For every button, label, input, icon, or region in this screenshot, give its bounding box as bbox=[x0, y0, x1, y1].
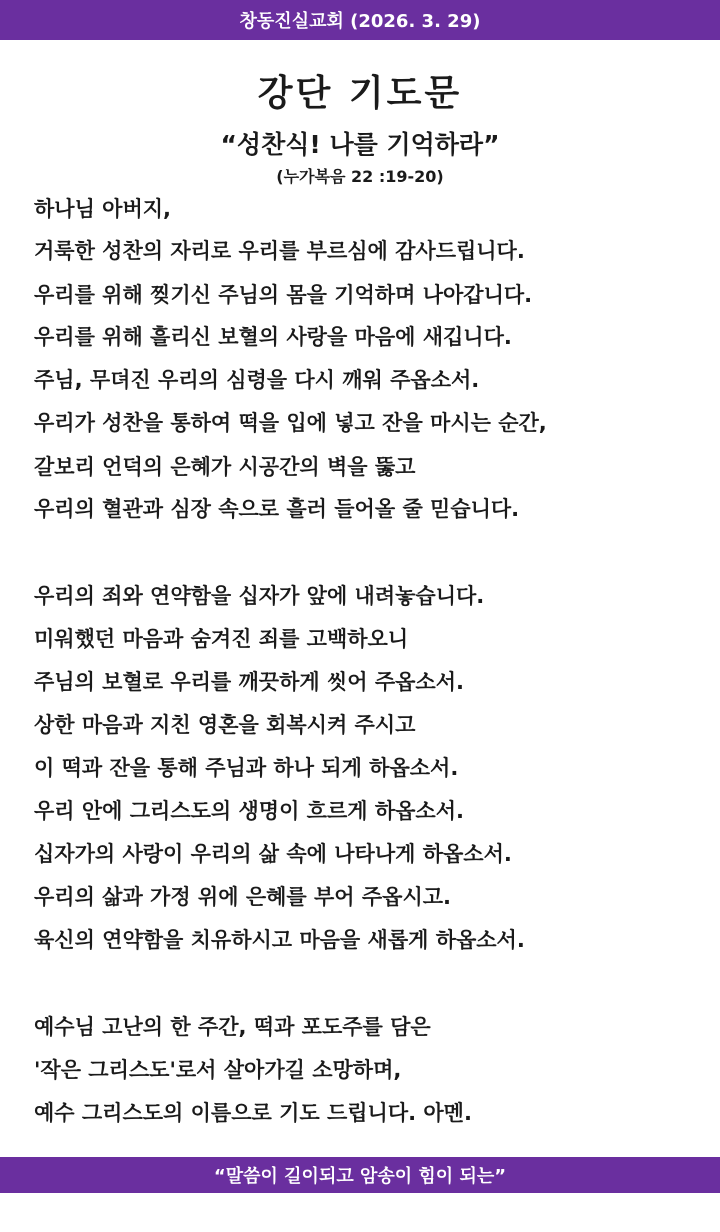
prayer-line: 우리 안에 그리스도의 생명이 흐르게 하옵소서. bbox=[34, 799, 464, 823]
prayer-line: 예수 그리스도의 이름으로 기도 드립니다. 아멘. bbox=[34, 1101, 472, 1125]
prayer-line: 우리가 성찬을 통하여 떡을 입에 넣고 잔을 마시는 순간, bbox=[34, 411, 547, 435]
page-title: 강단 기도문 bbox=[257, 73, 463, 114]
prayer-line: 십자가의 사랑이 우리의 삶 속에 나타나게 하옵소서. bbox=[34, 842, 512, 866]
church-date-label: 창동진실교회 (2026. 3. 29) bbox=[239, 11, 481, 32]
prayer-line: 우리를 위해 흘리신 보혈의 사랑을 마음에 새깁니다. bbox=[34, 325, 512, 349]
prayer-line: 갈보리 언덕의 은혜가 시공간의 벽을 뚫고 bbox=[34, 455, 416, 479]
prayer-line: 우리의 삶과 가정 위에 은혜를 부어 주옵시고. bbox=[34, 885, 451, 909]
prayer-line: 미워했던 마음과 숨겨진 죄를 고백하오니 bbox=[34, 627, 409, 651]
footer-motto: “말씀이 길이되고 암송이 힘이 되는” bbox=[213, 1166, 507, 1187]
prayer-line: 우리의 죄와 연약함을 십자가 앞에 내려놓습니다. bbox=[34, 584, 485, 608]
prayer-line: 주님의 보혈로 우리를 깨끗하게 씻어 주옵소서. bbox=[34, 670, 464, 694]
prayer-line: 상한 마음과 지친 영혼을 회복시켜 주시고 bbox=[34, 713, 416, 737]
sermon-subtitle: “성찬식! 나를 기억하라” bbox=[220, 130, 500, 159]
prayer-line: '작은 그리스도'로서 살아가길 소망하며, bbox=[34, 1058, 402, 1082]
prayer-line: 거룩한 성찬의 자리로 우리를 부르심에 감사드립니다. bbox=[34, 239, 525, 263]
footer-banner bbox=[0, 1157, 720, 1193]
scripture-reference: (누가복음 22 :19-20) bbox=[276, 167, 444, 186]
prayer-line: 우리를 위해 찢기신 주님의 몸을 기억하며 나아갑니다. bbox=[34, 283, 533, 307]
header-banner bbox=[0, 0, 720, 40]
prayer-line: 우리의 혈관과 심장 속으로 흘러 들어올 줄 믿습니다. bbox=[34, 497, 520, 521]
prayer-line: 예수님 고난의 한 주간, 떡과 포도주를 담은 bbox=[34, 1015, 431, 1039]
prayer-line: 육신의 연약함을 치유하시고 마음을 새롭게 하옵소서. bbox=[34, 928, 525, 952]
prayer-line: 이 떡과 잔을 통해 주님과 하나 되게 하옵소서. bbox=[34, 756, 459, 780]
prayer-line: 하나님 아버지, bbox=[34, 197, 172, 221]
prayer-line: 주님, 무뎌진 우리의 심령을 다시 깨워 주옵소서. bbox=[34, 368, 480, 392]
